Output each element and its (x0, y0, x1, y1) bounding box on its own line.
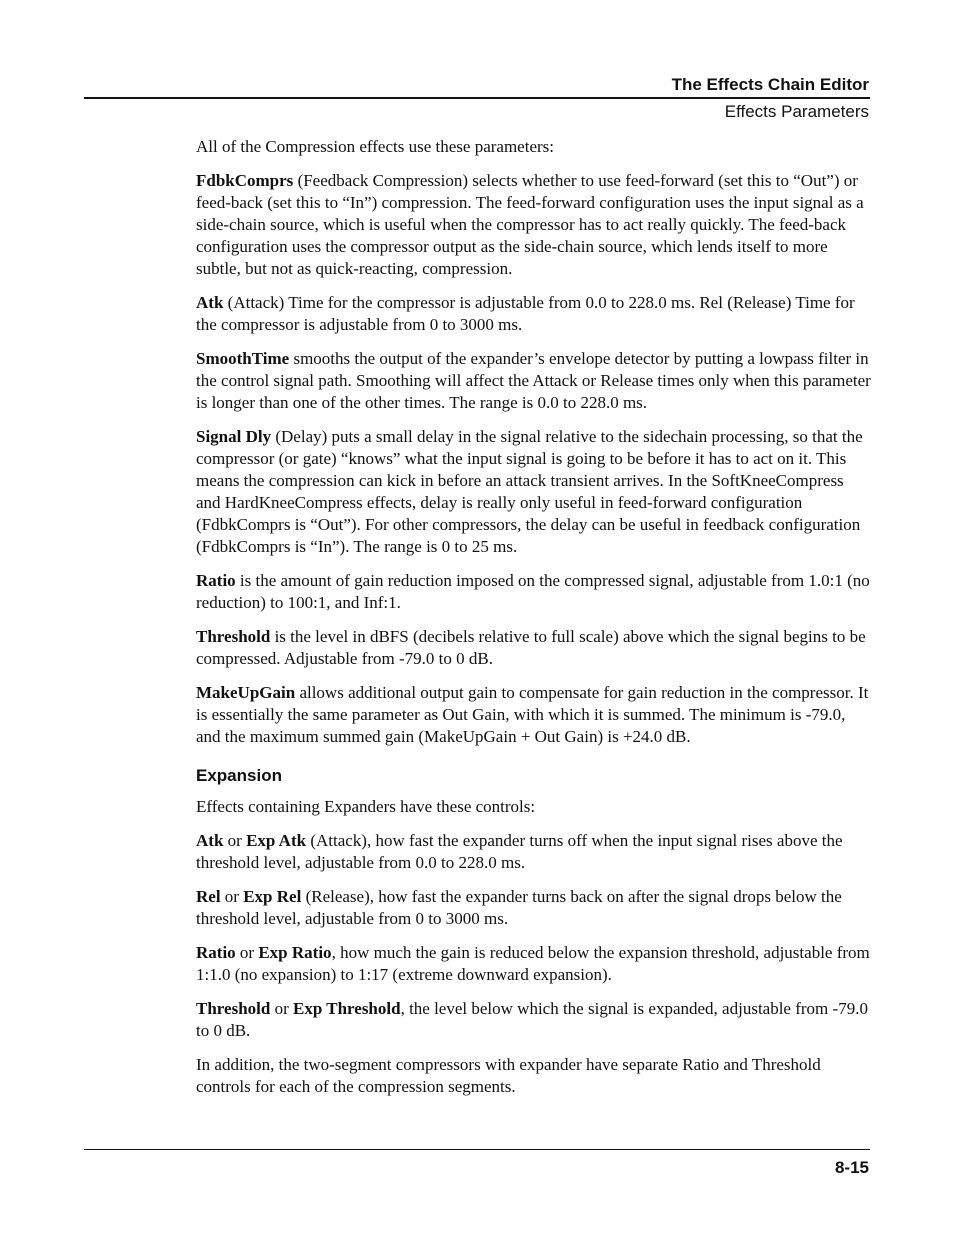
param-description: (Attack) Time for the compressor is adjustable from 0.0 to 228.0 ms. Rel (Release) Time for the compressor is adjustable from 0 to 3000 ms. (196, 293, 855, 334)
param-term: SmoothTime (196, 349, 290, 368)
param-paragraph (196, 998, 872, 1042)
param-paragraph (196, 682, 872, 748)
param-description: , how much the gain is reduced below the expansion threshold, adjustable from 1:1.0 (no expansion) to 1:17 (extreme downward expansion). (196, 943, 870, 984)
param-paragraph (196, 830, 872, 874)
param-term: Ratio (196, 571, 236, 590)
param-description: is the level in dBFS (decibels relative to full scale) above which the signal begins to be compressed. Adjustable from -79.0 to 0 dB. (196, 627, 866, 668)
param-paragraph (196, 886, 872, 930)
page-number: 8-15 (834, 1158, 869, 1177)
param-paragraph (196, 170, 872, 280)
param-paragraph (196, 942, 872, 986)
param-description: (Feedback Compression) selects whether to use feed-forward (set this to “Out”) or feed-back (set this to “In”) compression. The feed-forward configuration uses the input signal as a side-chain source, which is useful when the compressor has to act really quickly. The feed-back configuration uses the compressor output as the side-chain source, which lends itself to more subtle, but not as quick-reacting, compression. (196, 171, 864, 278)
header-rule (84, 97, 870, 99)
expansion-params (196, 830, 872, 1042)
param-term: FdbkComprs (196, 171, 294, 190)
param-term: Threshold (196, 627, 271, 646)
param-term-alt: Exp Threshold (293, 999, 401, 1018)
section-heading-expansion: Expansion (196, 766, 282, 785)
param-connector: or (220, 887, 244, 906)
expansion-intro: Effects containing Expanders have these controls: (196, 797, 536, 816)
footer-rule (84, 1149, 870, 1150)
param-term-alt: Exp Rel (243, 887, 302, 906)
param-term: MakeUpGain (196, 683, 296, 702)
param-description: (Release), how fast the expander turns back on after the signal drops below the threshold level, adjustable from 0 to 3000 ms. (196, 887, 842, 928)
compression-intro: All of the Compression effects use these parameters: (196, 137, 554, 156)
param-term: Signal Dly (196, 427, 272, 446)
param-term: Atk (196, 293, 224, 312)
param-description: smooths the output of the expander’s envelope detector by putting a lowpass filter in the control signal path. Smoothing will affect the Attack or Release times only when this parameter is longer than one of the other times. The range is 0.0 to 228.0 ms. (196, 349, 871, 412)
param-paragraph (196, 348, 872, 414)
param-term-alt: Exp Ratio (258, 943, 332, 962)
param-description: , the level below which the signal is expanded, adjustable from -79.0 to 0 dB. (196, 999, 868, 1040)
param-term: Rel (196, 887, 221, 906)
chapter-title: The Effects Chain Editor (671, 75, 869, 94)
param-term: Ratio (196, 943, 236, 962)
param-term-alt: Exp Atk (246, 831, 307, 850)
param-description: is the amount of gain reduction imposed on the compressed signal, adjustable from 1.0:1 (no reduction) to 100:1, and Inf:1. (196, 571, 870, 612)
compression-params (196, 170, 872, 748)
param-term: Atk (196, 831, 224, 850)
param-paragraph (196, 626, 872, 670)
page-body (196, 136, 872, 1110)
param-description: (Attack), how fast the expander turns off when the input signal rises above the threshold level, adjustable from 0.0 to 228.0 ms. (196, 831, 843, 872)
param-connector: or (223, 831, 247, 850)
param-description: allows additional output gain to compensate for gain reduction in the compressor. It is essentially the same parameter as Out Gain, with which it is summed. The minimum is -79.0, and the maximum summed gain (MakeUpGain + Out Gain) is +24.0 dB. (196, 683, 869, 746)
param-paragraph (196, 570, 872, 614)
param-connector: or (235, 943, 259, 962)
expansion-closing: In addition, the two-segment compressors with expander have separate Ratio and Threshold controls for each of the compression segments. (196, 1055, 821, 1096)
param-paragraph (196, 292, 872, 336)
param-description: (Delay) puts a small delay in the signal relative to the sidechain processing, so that the compressor (or gate) “knows” what the input signal is going to be before it has to act on it. This means the compression can kick in before an attack transient arrives. In the SoftKneeCompress and HardKneeCompress effects, delay is really only useful in feed-forward configuration (FdbkComprs is “Out”). For other compressors, the delay can be useful in feedback configuration (FdbkComprs is “In”). The range is 0 to 25 ms. (196, 427, 863, 556)
section-subtitle: Effects Parameters (724, 102, 869, 121)
param-term: Threshold (196, 999, 271, 1018)
param-paragraph (196, 426, 872, 558)
param-connector: or (270, 999, 293, 1018)
